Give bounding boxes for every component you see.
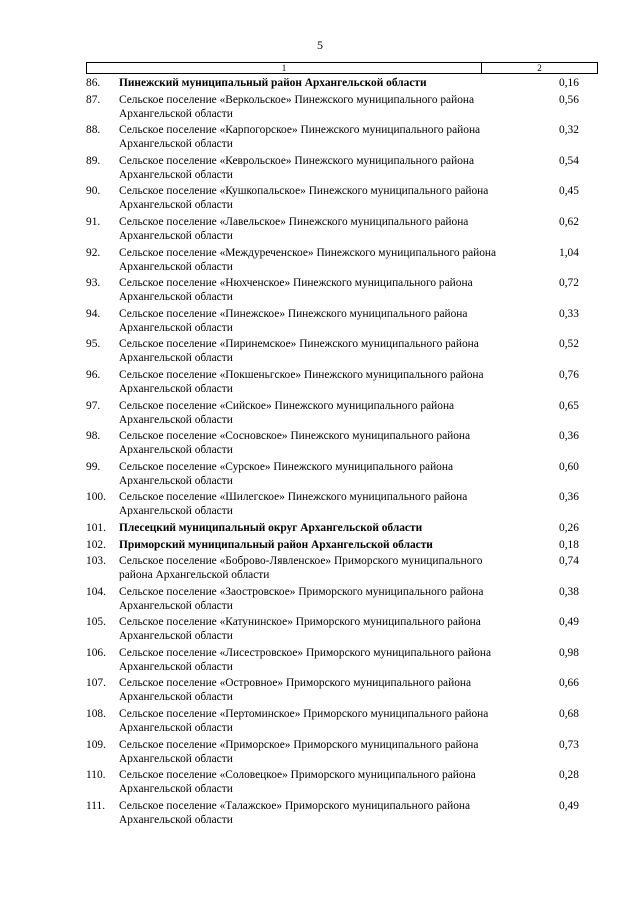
row-number: 102. [86, 538, 106, 551]
page-number: 5 [317, 38, 323, 52]
table-row [86, 799, 598, 830]
row-value: 0,52 [559, 338, 579, 351]
table-row [86, 490, 598, 521]
row-number: 86. [86, 77, 101, 89]
row-value: 0,73 [559, 738, 579, 751]
row-number: 87. [86, 93, 101, 106]
row-number: 92. [86, 246, 101, 259]
table-row [86, 337, 598, 368]
row-number: 110. [86, 769, 106, 782]
row-number: 103. [86, 555, 106, 568]
table-header [86, 62, 598, 74]
row-number: 97. [86, 399, 101, 412]
row-value: 0,60 [559, 460, 579, 473]
table-body [86, 76, 598, 829]
row-value: 0,76 [559, 368, 579, 381]
row-value: 0,56 [559, 93, 579, 106]
row-name: Сельское поселение «Сийское» Пинежского муниципального района Архангельской области [119, 399, 455, 426]
row-name: Сельское поселение «Сосновское» Пинежского муниципального района Архангельской области [119, 430, 471, 457]
row-name: Сельское поселение «Заостровское» Приморского муниципального района Архангельской области [119, 585, 484, 612]
table-row [86, 538, 598, 555]
table-row [86, 768, 598, 799]
table-row [86, 93, 598, 124]
row-name: Сельское поселение «Пинежское» Пинежского муниципального района Архангельской области [119, 307, 468, 334]
table-row [86, 76, 598, 93]
row-name: Сельское поселение «Кеврольское» Пинежского муниципального района Архангельской области [119, 154, 475, 181]
row-value: 1,04 [559, 246, 579, 259]
row-name: Сельское поселение «Сурское» Пинежского муниципального района Архангельской области [119, 460, 454, 487]
row-name: Сельское поселение «Лавельское» Пинежского муниципального района Архангельской области [119, 215, 469, 242]
row-number: 94. [86, 307, 101, 320]
table-row [86, 184, 598, 215]
row-number: 109. [86, 738, 106, 751]
row-value: 0,68 [559, 708, 579, 721]
row-value: 0,66 [559, 677, 579, 690]
row-number: 108. [86, 708, 106, 721]
row-value: 0,32 [559, 124, 579, 137]
row-name: Сельское поселение «Пертоминское» Приморского муниципального района Архангельской области [119, 708, 489, 735]
row-value: 0,38 [559, 585, 579, 598]
row-value: 0,98 [559, 646, 579, 659]
row-number: 111. [86, 799, 106, 812]
row-name: Сельское поселение «Приморское» Приморского муниципального района Архангельской области [119, 738, 479, 765]
table-row [86, 585, 598, 616]
row-value: 0,33 [559, 307, 579, 320]
row-value: 0,28 [559, 769, 579, 782]
row-number: 95. [86, 338, 101, 351]
row-name: Сельское поселение «Боброво-Лявленское» Приморского муниципального района Архангельской области [119, 555, 483, 582]
table-row [86, 246, 598, 277]
column-header-2: 2 [537, 63, 542, 73]
row-name: Сельское поселение «Лисестровское» Приморского муниципального района Архангельской области [119, 646, 492, 673]
row-name: Сельское поселение «Кушкопальское» Пинежского муниципального района Архангельской области [119, 185, 489, 212]
row-value: 0,18 [559, 538, 579, 551]
row-number: 98. [86, 430, 101, 443]
table-row [86, 123, 598, 154]
table-row [86, 399, 598, 430]
row-number: 91. [86, 215, 101, 228]
row-name: Сельское поселение «Пиринемское» Пинежского муниципального района Архангельской области [119, 338, 479, 365]
row-number: 101. [86, 521, 106, 534]
table-row [86, 676, 598, 707]
row-value: 0,62 [559, 215, 579, 228]
row-number: 99. [86, 460, 101, 473]
row-name: Сельское поселение «Карпогорское» Пинежского муниципального района Архангельской области [119, 124, 481, 151]
table-row [86, 521, 598, 538]
row-name: Сельское поселение «Катунинское» Приморского муниципального района Архангельской области [119, 616, 481, 643]
row-value: 0,74 [559, 555, 579, 568]
table-row [86, 707, 598, 738]
row-number: 89. [86, 154, 101, 167]
row-value: 0,54 [559, 154, 579, 167]
table-row [86, 429, 598, 460]
row-value: 0,65 [559, 399, 579, 412]
table-row [86, 738, 598, 769]
row-value: 0,16 [559, 77, 579, 89]
row-number: 90. [86, 185, 101, 198]
table-row [86, 554, 598, 585]
row-number: 107. [86, 677, 106, 690]
table-row [86, 307, 598, 338]
table-row [86, 615, 598, 646]
row-number: 88. [86, 124, 101, 137]
row-number: 93. [86, 277, 101, 290]
row-name: Сельское поселение «Веркольское» Пинежского муниципального района Архангельской области [119, 93, 475, 120]
row-name: Приморский муниципальный район Архангельской области [119, 538, 433, 551]
row-number: 104. [86, 585, 106, 598]
row-value: 0,49 [559, 799, 579, 812]
row-name: Сельское поселение «Шилегское» Пинежского муниципального района Архангельской области [119, 491, 468, 518]
row-number: 100. [86, 491, 106, 504]
table-row [86, 646, 598, 677]
table-row [86, 154, 598, 185]
row-name: Сельское поселение «Островное» Приморского муниципального района Архангельской области [119, 677, 472, 704]
table-row [86, 460, 598, 491]
row-value: 0,36 [559, 491, 579, 504]
table-row [86, 215, 598, 246]
row-value: 0,36 [559, 430, 579, 443]
row-name: Пинежский муниципальный район Архангельской области [119, 77, 427, 89]
row-value: 0,26 [559, 521, 579, 534]
row-name: Сельское поселение «Соловецкое» Приморского муниципального района Архангельской области [119, 769, 476, 796]
row-name: Плесецкий муниципальный округ Архангельской области [119, 521, 423, 534]
row-name: Сельское поселение «Междуреченское» Пинежского муниципального района Архангельской области [119, 246, 497, 273]
row-name: Сельское поселение «Покшеньгское» Пинежского муниципального района Архангельской области [119, 368, 484, 395]
row-number: 105. [86, 616, 106, 629]
row-name: Сельское поселение «Нюхченское» Пинежского муниципального района Архангельской области [119, 277, 473, 304]
column-header-1: 1 [87, 63, 482, 73]
row-value: 0,72 [559, 277, 579, 290]
row-number: 106. [86, 646, 106, 659]
row-name: Сельское поселение «Талажское» Приморского муниципального района Архангельской области [119, 799, 471, 826]
table-row [86, 276, 598, 307]
row-value: 0,49 [559, 616, 579, 629]
row-number: 96. [86, 368, 101, 381]
row-value: 0,45 [559, 185, 579, 198]
table-row [86, 368, 598, 399]
